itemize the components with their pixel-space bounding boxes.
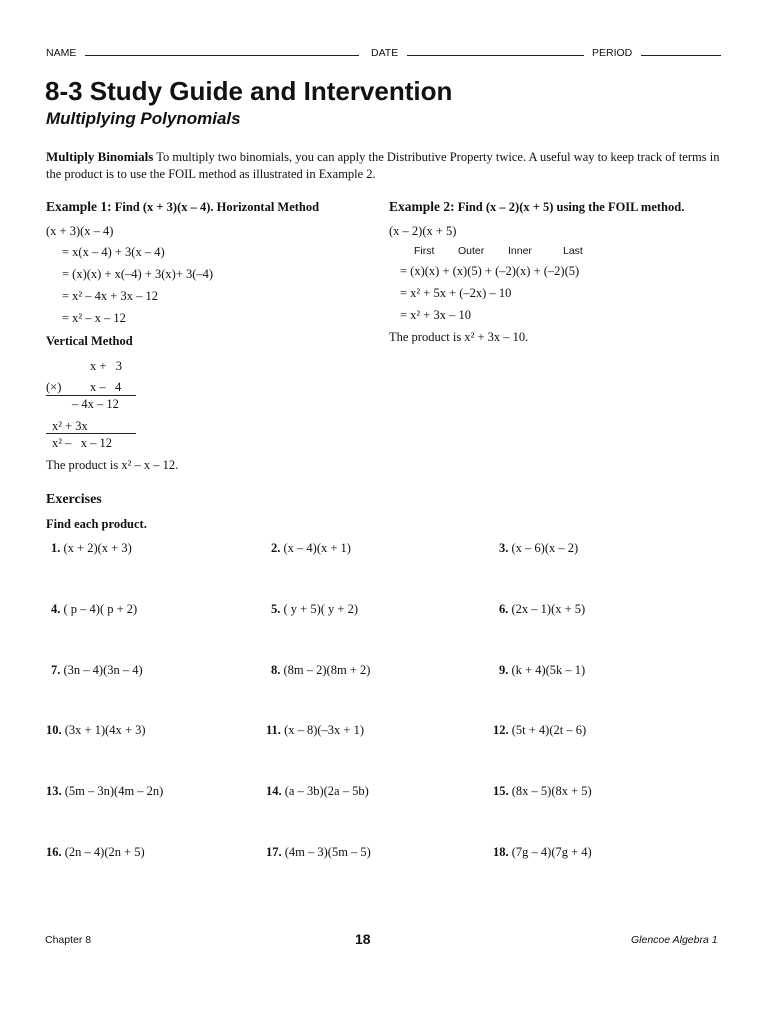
exercises-heading: Exercises: [46, 492, 102, 507]
intro-heading: Multiply Binomials: [46, 149, 154, 164]
example1-step-3: = x² – 4x + 3x – 12: [62, 289, 158, 303]
example2-step-1: = x² + 5x + (–2x) – 10: [400, 286, 512, 300]
exercise-5: 5. ( y + 5)( y + 2): [271, 602, 358, 616]
date-field[interactable]: [371, 46, 584, 59]
name-label: NAME: [46, 47, 77, 59]
exercise-3: 3. (x – 6)(x – 2): [499, 541, 579, 555]
name-field[interactable]: [46, 46, 359, 59]
exercise-11: 11. (x – 8)(–3x + 1): [266, 723, 365, 737]
page-title: 8-3 Study Guide and Intervention: [45, 76, 453, 106]
exercises-instruction: Find each product.: [46, 517, 147, 531]
example2-start: (x – 2)(x + 5): [389, 224, 457, 238]
vertical-method-label: Vertical Method: [46, 334, 133, 348]
example2-header: [389, 199, 684, 215]
footer-chapter: Chapter 8: [45, 934, 92, 946]
example2-label: Example 2:: [389, 199, 455, 214]
exercise-15: 15. (8x – 5)(8x + 5): [493, 784, 592, 798]
example1-step-0: (x + 3)(x – 4): [46, 224, 114, 238]
foil-outer: Outer: [458, 245, 485, 257]
exercise-16: 16. (2n – 4)(2n + 5): [46, 845, 145, 859]
exercise-9: 9. (k + 4)(5k – 1): [499, 663, 586, 677]
exercise-7: 7. (3n – 4)(3n – 4): [51, 663, 143, 677]
example1-header: [46, 199, 319, 215]
date-label: DATE: [371, 47, 399, 59]
period-blank[interactable]: [641, 46, 721, 56]
exercise-1: 1. (x + 2)(x + 3): [51, 541, 132, 555]
example2-step-0: = (x)(x) + (x)(5) + (–2)(x) + (–2)(5): [400, 264, 580, 278]
footer-book-title: Glencoe Algebra 1: [631, 934, 718, 946]
example2-conclusion: The product is x² + 3x – 10.: [389, 330, 529, 344]
name-blank[interactable]: [85, 46, 359, 56]
exercise-4: 4. ( p – 4)( p + 2): [51, 602, 138, 616]
vertical-row-4: x² + 3x: [52, 419, 88, 433]
period-field[interactable]: [592, 46, 721, 59]
period-label: PERIOD: [592, 47, 633, 59]
exercise-18: 18. (7g – 4)(7g + 4): [493, 845, 592, 859]
example2-prompt: Find (x – 2)(x + 5) using the FOIL method.: [457, 200, 685, 214]
exercise-17: 17. (4m – 3)(5m – 5): [266, 845, 371, 859]
example1-step-2: = (x)(x) + x(–4) + 3(x)+ 3(–4): [62, 267, 214, 281]
exercise-8: 8. (8m – 2)(8m + 2): [271, 663, 371, 677]
foil-first: First: [414, 245, 435, 257]
exercise-2: 2. (x – 4)(x + 1): [271, 541, 351, 555]
example1-conclusion: The product is x² – x – 12.: [46, 458, 179, 472]
intro-paragraph: [46, 148, 736, 183]
footer-page-number: 18: [355, 931, 371, 947]
foil-inner: Inner: [508, 245, 532, 257]
example1-step-1: = x(x – 4) + 3(x – 4): [62, 245, 165, 259]
exercise-10: 10. (3x + 1)(4x + 3): [46, 723, 146, 737]
intro-text: To multiply two binomials, you can apply the Distributive Property twice. A useful way to keep track of terms in the product is to use the FOIL method as illustrated in Example 2.: [46, 150, 720, 181]
page-subtitle: Multiplying Polynomials: [46, 109, 241, 128]
example1-label: Example 1:: [46, 199, 112, 214]
example2-step-2: = x² + 3x – 10: [400, 308, 471, 322]
exercise-12: 12. (5t + 4)(2t – 6): [493, 723, 587, 737]
exercise-6: 6. (2x – 1)(x + 5): [499, 602, 586, 616]
vertical-row-5: x² – x – 12: [52, 436, 112, 450]
vertical-op: (×): [46, 380, 62, 394]
example1-prompt: Find (x + 3)(x – 4). Horizontal Method: [114, 200, 320, 214]
vertical-row-2: x – 4: [90, 380, 122, 394]
foil-last: Last: [563, 245, 583, 257]
exercise-13: 13. (5m – 3n)(4m – 2n): [46, 784, 164, 798]
vertical-rule-1: [46, 395, 136, 396]
example1-step-4: = x² – x – 12: [62, 311, 126, 325]
vertical-rule-2: [46, 433, 136, 434]
date-blank[interactable]: [407, 46, 584, 56]
vertical-row-1: x + 3: [90, 359, 123, 373]
exercise-14: 14. (a – 3b)(2a – 5b): [266, 784, 369, 798]
vertical-row-3: – 4x – 12: [72, 397, 119, 411]
